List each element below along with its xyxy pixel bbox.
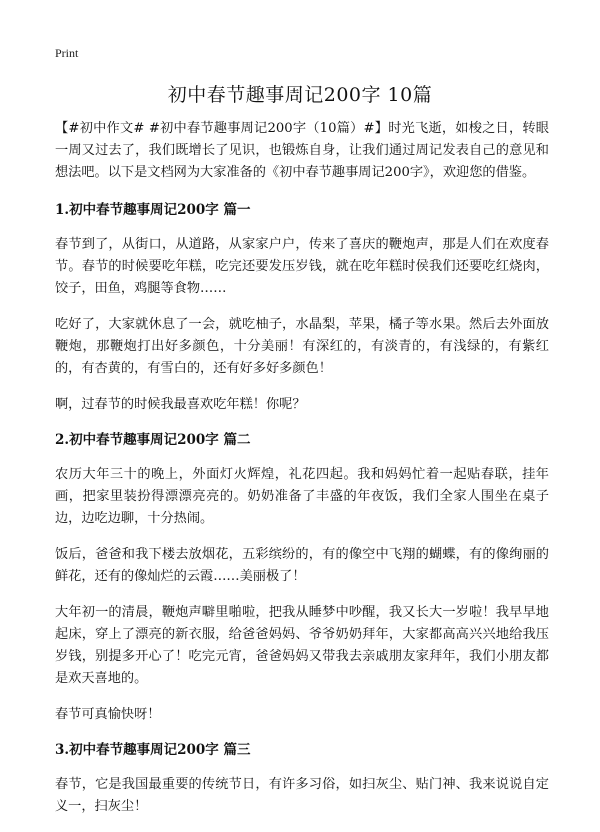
section-heading: 2.初中春节趣事周记200字 篇二 xyxy=(55,432,251,448)
intro-paragraph: 【#初中作文# #初中春节趣事周记200字（10篇）#】时光飞逝，如梭之日，转眼一周又过去了，我们既增长了见识，也锻炼自身，让我们通过周记发表自己的意见和想法吧。以下是文档网为大家准备的《初中春节趣事周记200字》，欢迎您的借鉴。 xyxy=(55,121,549,180)
paragraph: 吃好了，大家就休息了一会，就吃柚子，水晶梨，苹果，橘子等水果。然后去外面放鞭炮，那鞭炮打出好多颜色，十分美丽！有深红的，有淡青的，有浅绿的，有紫红的，有杏黄的，有雪白的，还有好多好多颜色！ xyxy=(55,317,549,376)
paragraph: 春节到了，从街口，从道路，从家家户户，传来了喜庆的鞭炮声，那是人们在欢度春节。春节的时候要吃年糕，吃完还要发压岁钱，就在吃年糕时侯我们还要吃红烧肉，饺子，田鱼，鸡腿等食物…… xyxy=(55,237,549,296)
paragraph: 啊，过春节的时候我最喜欢吃年糕！你呢？ xyxy=(55,397,306,412)
paragraph: 春节，它是我国最重要的传统节日，有许多习俗，如扫灰尘、贴门神、我来说说自定义一，扫灰尘！ xyxy=(55,777,549,814)
section-heading: 3.初中春节趣事周记200字 篇三 xyxy=(55,742,251,758)
print-label[interactable]: Print xyxy=(55,46,79,60)
paragraph: 饭后，爸爸和我下楼去放烟花，五彩缤纷的，有的像空中飞翔的蝴蝶，有的像绚丽的鲜花，还有的像灿烂的云霞……美丽极了！ xyxy=(55,547,549,584)
paragraph: 大年初一的清晨，鞭炮声噼里啪啦，把我从睡梦中吵醒，我又长大一岁啦！我早早地起床，穿上了漂亮的新衣服，给爸爸妈妈、爷爷奶奶拜年，大家都高高兴兴地给我压岁钱，别提多开心了！吃完元宵，爸爸妈妈又带我去亲戚朋友家拜年，我们小朋友都是欢天喜地的。 xyxy=(55,605,549,686)
paragraph: 春节可真愉快呀！ xyxy=(55,707,161,722)
page-title: 初中春节趣事周记200字 10篇 xyxy=(167,84,433,106)
document-body xyxy=(55,118,549,832)
section-heading: 1.初中春节趣事周记200字 篇一 xyxy=(55,202,251,218)
paragraph: 农历大年三十的晚上，外面灯火辉煌，礼花四起。我和妈妈忙着一起贴春联，挂年画，把家里装扮得漂漂亮亮的。奶奶准备了丰盛的年夜饭，我们全家人围坐在桌子边，边吃边聊，十分热闹。 xyxy=(55,467,549,526)
